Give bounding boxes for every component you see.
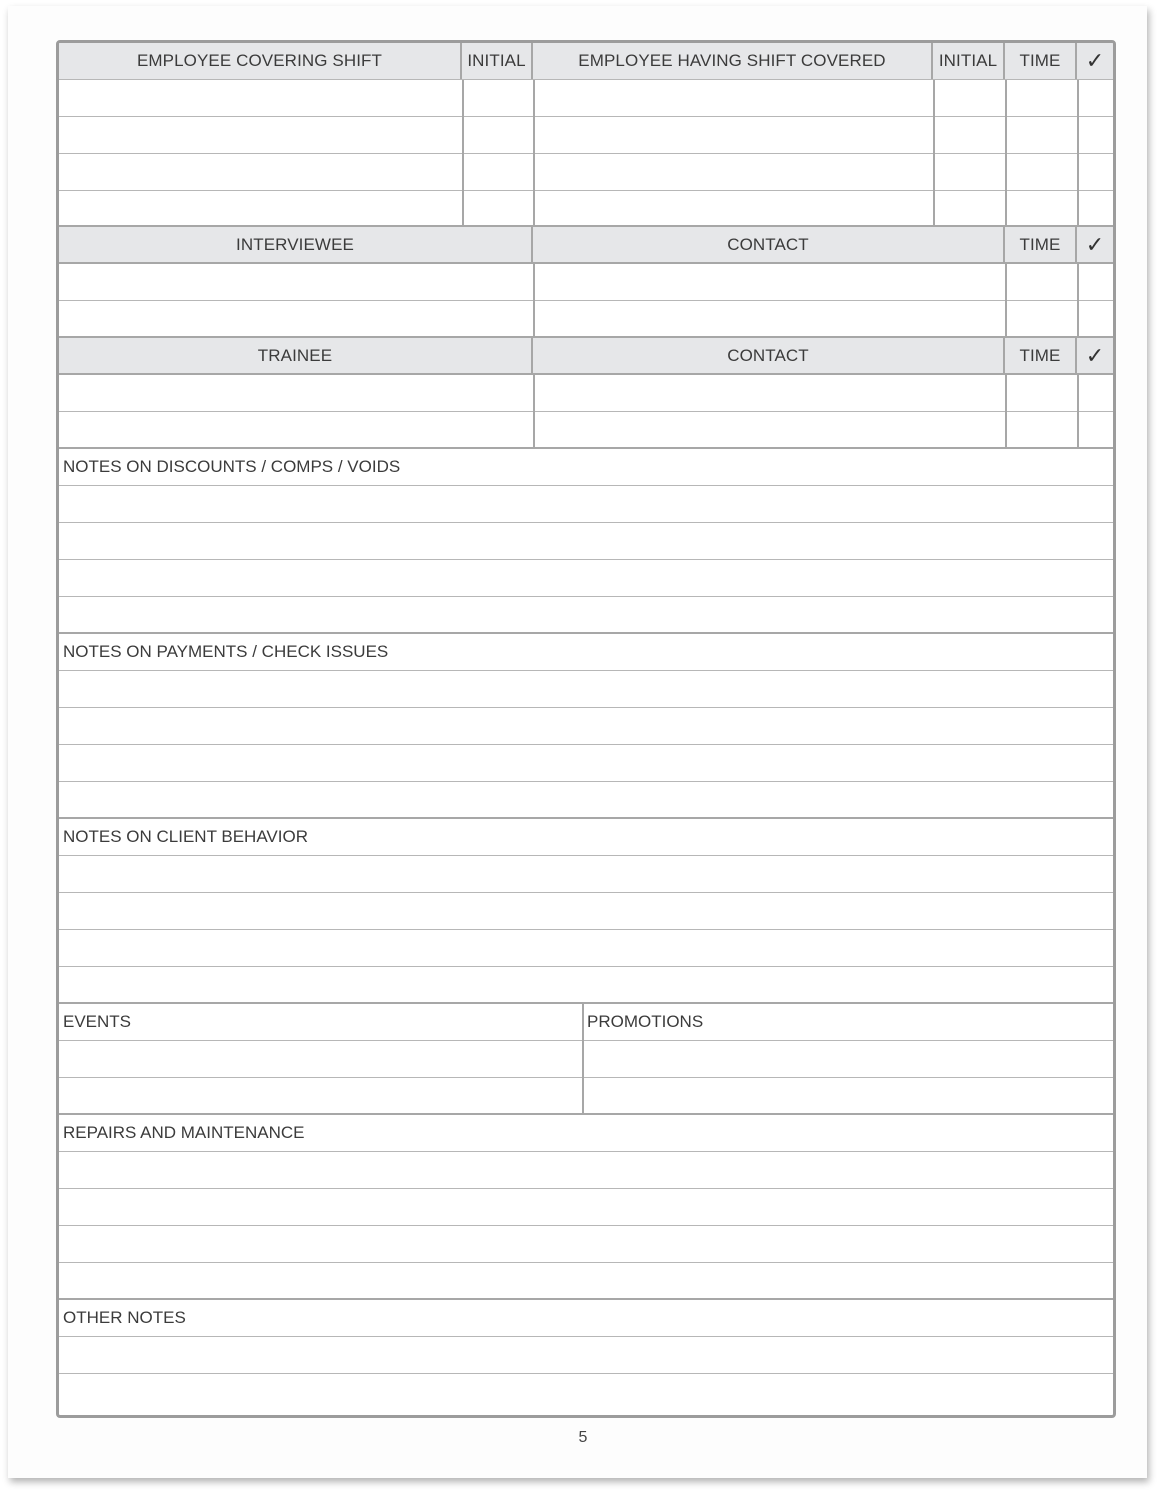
column-divider <box>533 375 535 449</box>
trainee-row[interactable] <box>59 375 1113 412</box>
trainee-time-header: TIME <box>1005 338 1077 373</box>
other-notes-line[interactable] <box>59 1374 1113 1415</box>
column-divider <box>1077 264 1079 338</box>
payments-line[interactable] <box>59 745 1113 782</box>
shift-cover-row[interactable] <box>59 154 1113 191</box>
repairs-line[interactable] <box>59 1152 1113 1189</box>
column-divider <box>1005 264 1007 338</box>
payments-section-title: NOTES ON PAYMENTS / CHECK ISSUES <box>63 642 389 661</box>
other-notes-line[interactable] <box>59 1337 1113 1374</box>
interview-row[interactable] <box>59 301 1113 338</box>
promotions-section-title: PROMOTIONS <box>587 1012 704 1031</box>
form-frame <box>56 40 1116 1418</box>
other-notes-section-title: OTHER NOTES <box>63 1308 186 1327</box>
interviewee-header: INTERVIEWEE <box>59 227 533 262</box>
checkmark-icon: ✓ <box>1085 48 1105 73</box>
time-header: TIME <box>1005 43 1077 79</box>
log-page <box>8 6 1147 1478</box>
discounts-line[interactable] <box>59 523 1113 560</box>
shift-cover-row[interactable] <box>59 191 1113 227</box>
interview-row[interactable] <box>59 264 1113 301</box>
payments-line[interactable] <box>59 782 1113 819</box>
employee-covering-shift-header: EMPLOYEE COVERING SHIFT <box>59 43 462 79</box>
discounts-line[interactable] <box>59 486 1113 523</box>
shift-cover-row[interactable] <box>59 117 1113 154</box>
events-promotions-line[interactable] <box>59 1041 1113 1078</box>
repairs-title-row <box>59 1115 1113 1152</box>
shift-cover-header-row <box>59 43 1113 80</box>
column-divider <box>462 80 464 227</box>
discounts-line[interactable] <box>59 597 1113 634</box>
interview-contact-header: CONTACT <box>533 227 1005 262</box>
events-promotions-title-row <box>59 1004 1113 1041</box>
column-divider <box>1005 80 1007 227</box>
client-behavior-title-row <box>59 819 1113 856</box>
client-behavior-line[interactable] <box>59 930 1113 967</box>
column-divider <box>1077 375 1079 449</box>
checkmark-icon: ✓ <box>1085 231 1105 257</box>
column-divider <box>1005 375 1007 449</box>
client-behavior-line[interactable] <box>59 967 1113 1004</box>
repairs-line[interactable] <box>59 1226 1113 1263</box>
interview-header-row <box>59 227 1113 264</box>
column-divider <box>933 80 935 227</box>
trainee-header: TRAINEE <box>59 338 533 373</box>
client-behavior-section-title: NOTES ON CLIENT BEHAVIOR <box>63 827 308 846</box>
shift-cover-row[interactable] <box>59 80 1113 117</box>
discounts-section-title: NOTES ON DISCOUNTS / COMPS / VOIDS <box>63 457 401 476</box>
page-number: 5 <box>578 1429 588 1446</box>
trainee-header-row <box>59 338 1113 375</box>
repairs-section-title: REPAIRS AND MAINTENANCE <box>63 1123 305 1142</box>
repairs-line[interactable] <box>59 1263 1113 1300</box>
events-promotions-line[interactable] <box>59 1078 1113 1115</box>
payments-title-row <box>59 634 1113 671</box>
discounts-title-row <box>59 449 1113 486</box>
check-header-icon <box>1077 43 1113 79</box>
initial-header-2: INITIAL <box>933 43 1005 79</box>
column-divider <box>582 1004 584 1115</box>
trainee-contact-header: CONTACT <box>533 338 1005 373</box>
column-divider <box>533 80 535 227</box>
trainee-check-header <box>1077 338 1113 373</box>
interview-check-header <box>1077 227 1113 262</box>
client-behavior-line[interactable] <box>59 893 1113 930</box>
client-behavior-line[interactable] <box>59 856 1113 893</box>
column-divider <box>533 264 535 338</box>
other-notes-title-row <box>59 1300 1113 1337</box>
repairs-line[interactable] <box>59 1189 1113 1226</box>
interview-time-header: TIME <box>1005 227 1077 262</box>
discounts-line[interactable] <box>59 560 1113 597</box>
trainee-row[interactable] <box>59 412 1113 449</box>
checkmark-icon: ✓ <box>1085 342 1105 368</box>
column-divider <box>1077 80 1079 227</box>
payments-line[interactable] <box>59 671 1113 708</box>
initial-header-1: INITIAL <box>462 43 533 79</box>
payments-line[interactable] <box>59 708 1113 745</box>
events-section-title: EVENTS <box>63 1012 132 1031</box>
employee-having-shift-covered-header: EMPLOYEE HAVING SHIFT COVERED <box>533 43 933 79</box>
